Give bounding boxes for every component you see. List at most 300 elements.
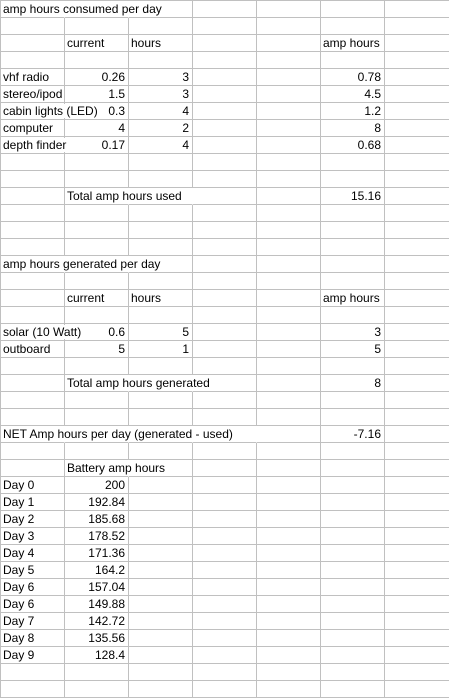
cell-r27-c1[interactable] <box>1 443 65 460</box>
cell-r25-c6[interactable] <box>321 409 385 426</box>
cell-r33-c7[interactable] <box>385 545 449 562</box>
cell-r37-c6[interactable] <box>321 613 385 630</box>
cell-r28-c4[interactable] <box>193 460 257 477</box>
cell-r12-c7[interactable] <box>385 188 449 205</box>
cell-r9-c5[interactable] <box>257 137 321 154</box>
cell-r6-c2[interactable] <box>65 86 129 103</box>
cell-r14-c1[interactable] <box>1 222 65 239</box>
cell-r32-c6[interactable] <box>321 528 385 545</box>
cell-r5-c5[interactable] <box>257 69 321 86</box>
cell-r23-c1[interactable] <box>1 375 65 392</box>
cell-r11-c5[interactable] <box>257 171 321 188</box>
cell-r37-c4[interactable] <box>193 613 257 630</box>
cell-r28-c5[interactable] <box>257 460 321 477</box>
cell-r40-c6[interactable] <box>321 664 385 681</box>
cell-r15-c5[interactable] <box>257 239 321 256</box>
cell-text: Day 5 <box>3 563 35 577</box>
cell-r4-c6[interactable] <box>321 52 385 69</box>
cell-r30-c4[interactable] <box>193 494 257 511</box>
cell-r15-c2[interactable] <box>65 239 129 256</box>
cell-r40-c5[interactable] <box>257 664 321 681</box>
cell-r12-c4[interactable] <box>193 188 257 205</box>
cell-r13-c1[interactable] <box>1 205 65 222</box>
cell-r37-c3[interactable] <box>129 613 193 630</box>
cell-r30-c2[interactable] <box>65 494 129 511</box>
cell-r8-c6[interactable] <box>321 120 385 137</box>
cell-r1-c5[interactable] <box>257 1 321 18</box>
cell-r6-c3[interactable] <box>129 86 193 103</box>
cell-r4-c4[interactable] <box>193 52 257 69</box>
cell-r40-c3[interactable] <box>129 664 193 681</box>
cell-r23-c5[interactable] <box>257 375 321 392</box>
cell-r21-c4[interactable] <box>193 341 257 358</box>
cell-r2-c1[interactable] <box>1 18 65 35</box>
cell-r20-c3[interactable] <box>129 324 193 341</box>
cell-r34-c4[interactable] <box>193 562 257 579</box>
cell-r2-c7[interactable] <box>385 18 449 35</box>
cell-r41-c1[interactable] <box>1 681 65 698</box>
cell-r10-c7[interactable] <box>385 154 449 171</box>
cell-r19-c1[interactable] <box>1 307 65 324</box>
cell-r21-c6[interactable] <box>321 341 385 358</box>
cell-r18-c2[interactable] <box>65 290 129 307</box>
cell-r29-c1[interactable] <box>1 477 65 494</box>
cell-r35-c6[interactable] <box>321 579 385 596</box>
cell-r25-c3[interactable] <box>129 409 193 426</box>
cell-value: 171.36 <box>88 546 125 560</box>
cell-r24-c7[interactable] <box>385 392 449 409</box>
cell-r7-c1[interactable] <box>1 103 98 120</box>
cell-value: 192.84 <box>88 495 125 509</box>
cell-r38-c6[interactable] <box>321 630 385 647</box>
cell-r39-c2[interactable] <box>65 647 129 664</box>
cell-r35-c7[interactable] <box>385 579 449 596</box>
cell-r17-c1[interactable] <box>1 273 65 290</box>
cell-r41-c3[interactable] <box>129 681 193 698</box>
cell-value: 0.26 <box>101 70 125 84</box>
cell-r10-c4[interactable] <box>193 154 257 171</box>
cell-r11-c1[interactable] <box>1 171 65 188</box>
cell-r13-c6[interactable] <box>321 205 385 222</box>
cell-r38-c2[interactable] <box>65 630 129 647</box>
cell-r13-c5[interactable] <box>257 205 321 222</box>
cell-r19-c3[interactable] <box>129 307 193 324</box>
cell-r17-c4[interactable] <box>193 273 257 290</box>
cell-r14-c7[interactable] <box>385 222 449 239</box>
cell-r15-c6[interactable] <box>321 239 385 256</box>
cell-r8-c4[interactable] <box>193 120 257 137</box>
cell-r35-c1[interactable] <box>1 579 65 596</box>
cell-r34-c6[interactable] <box>321 562 385 579</box>
cell-r4-c3[interactable] <box>129 52 193 69</box>
cell-r33-c2[interactable] <box>65 545 129 562</box>
cell-r16-c6[interactable] <box>321 256 385 273</box>
cell-value: 5 <box>118 342 125 356</box>
cell-r14-c3[interactable] <box>129 222 193 239</box>
cell-r4-c1[interactable] <box>1 52 65 69</box>
cell-r28-c1[interactable] <box>1 460 65 477</box>
cell-r20-c1[interactable] <box>1 324 82 341</box>
cell-r38-c3[interactable] <box>129 630 193 647</box>
cell-r32-c5[interactable] <box>257 528 321 545</box>
cell-r39-c1[interactable] <box>1 647 65 664</box>
cell-r6-c1[interactable] <box>1 86 65 103</box>
cell-r9-c1[interactable] <box>1 137 65 154</box>
cell-r23-c6[interactable] <box>321 375 385 392</box>
cell-r22-c4[interactable] <box>193 358 257 375</box>
cell-r1-c1[interactable] <box>1 1 162 18</box>
cell-r14-c6[interactable] <box>321 222 385 239</box>
cell-r12-c1[interactable] <box>1 188 65 205</box>
cell-r30-c3[interactable] <box>129 494 193 511</box>
cell-r1-c4[interactable] <box>193 1 257 18</box>
cell-value: 8 <box>374 376 381 390</box>
cell-r16-c7[interactable] <box>385 256 449 273</box>
cell-r7-c6[interactable] <box>321 103 385 120</box>
cell-text: Day 9 <box>3 648 35 662</box>
cell-r29-c3[interactable] <box>129 477 193 494</box>
cell-r27-c7[interactable] <box>385 443 449 460</box>
cell-r32-c7[interactable] <box>385 528 449 545</box>
cell-r29-c7[interactable] <box>385 477 449 494</box>
cell-r12-c6[interactable] <box>321 188 385 205</box>
cell-value: 185.68 <box>88 512 125 526</box>
cell-r24-c4[interactable] <box>193 392 257 409</box>
cell-r24-c6[interactable] <box>321 392 385 409</box>
cell-r37-c2[interactable] <box>65 613 129 630</box>
cell-r15-c7[interactable] <box>385 239 449 256</box>
cell-r6-c5[interactable] <box>257 86 321 103</box>
cell-r40-c2[interactable] <box>65 664 129 681</box>
cell-r18-c5[interactable] <box>257 290 321 307</box>
cell-r25-c4[interactable] <box>193 409 257 426</box>
cell-r14-c2[interactable] <box>65 222 129 239</box>
cell-r41-c5[interactable] <box>257 681 321 698</box>
cell-r39-c4[interactable] <box>193 647 257 664</box>
cell-r41-c4[interactable] <box>193 681 257 698</box>
cell-r1-c7[interactable] <box>385 1 449 18</box>
cell-r5-c4[interactable] <box>193 69 257 86</box>
cell-r25-c1[interactable] <box>1 409 65 426</box>
cell-r37-c1[interactable] <box>1 613 65 630</box>
cell-text: NET Amp hours per day (generated - used) <box>3 427 233 441</box>
cell-r11-c6[interactable] <box>321 171 385 188</box>
cell-r36-c6[interactable] <box>321 596 385 613</box>
cell-r28-c7[interactable] <box>385 460 449 477</box>
cell-r17-c6[interactable] <box>321 273 385 290</box>
cell-r17-c2[interactable] <box>65 273 129 290</box>
cell-r17-c7[interactable] <box>385 273 449 290</box>
cell-text: stereo/ipod <box>3 87 63 101</box>
cell-r15-c1[interactable] <box>1 239 65 256</box>
cell-r41-c7[interactable] <box>385 681 449 698</box>
cell-r39-c6[interactable] <box>321 647 385 664</box>
cell-value: 0.3 <box>108 104 125 118</box>
cell-value: 0.68 <box>357 138 381 152</box>
cell-r40-c1[interactable] <box>1 664 65 681</box>
cell-value: 128.4 <box>94 648 125 662</box>
cell-r23-c2[interactable] <box>65 375 210 392</box>
cell-r3-c1[interactable] <box>1 35 65 52</box>
cell-r29-c5[interactable] <box>257 477 321 494</box>
cell-r6-c6[interactable] <box>321 86 385 103</box>
cell-r16-c1[interactable] <box>1 256 161 273</box>
cell-value: 4.5 <box>364 87 381 101</box>
cell-r5-c6[interactable] <box>321 69 385 86</box>
cell-r13-c2[interactable] <box>65 205 129 222</box>
cell-r23-c7[interactable] <box>385 375 449 392</box>
cell-r10-c6[interactable] <box>321 154 385 171</box>
cell-r26-c7[interactable] <box>385 426 449 443</box>
cell-r33-c4[interactable] <box>193 545 257 562</box>
cell-r34-c3[interactable] <box>129 562 193 579</box>
cell-r35-c4[interactable] <box>193 579 257 596</box>
cell-r30-c5[interactable] <box>257 494 321 511</box>
cell-r7-c4[interactable] <box>193 103 257 120</box>
cell-r39-c7[interactable] <box>385 647 449 664</box>
cell-r22-c3[interactable] <box>129 358 193 375</box>
cell-r9-c6[interactable] <box>321 137 385 154</box>
cell-r4-c2[interactable] <box>65 52 129 69</box>
cell-r11-c7[interactable] <box>385 171 449 188</box>
cell-value: 4 <box>118 121 125 135</box>
cell-r5-c3[interactable] <box>129 69 193 86</box>
cell-r3-c5[interactable] <box>257 35 321 52</box>
cell-r38-c4[interactable] <box>193 630 257 647</box>
cell-r7-c3[interactable] <box>129 103 193 120</box>
cell-r35-c2[interactable] <box>65 579 129 596</box>
cell-r12-c5[interactable] <box>257 188 321 205</box>
cell-r2-c2[interactable] <box>65 18 129 35</box>
cell-r9-c2[interactable] <box>65 137 129 154</box>
cell-value: 149.88 <box>88 597 125 611</box>
cell-r21-c3[interactable] <box>129 341 193 358</box>
cell-r18-c1[interactable] <box>1 290 65 307</box>
cell-r20-c4[interactable] <box>193 324 257 341</box>
cell-r20-c5[interactable] <box>257 324 321 341</box>
cell-r2-c4[interactable] <box>193 18 257 35</box>
cell-r29-c4[interactable] <box>193 477 257 494</box>
cell-r16-c5[interactable] <box>257 256 321 273</box>
cell-r27-c2[interactable] <box>65 443 129 460</box>
cell-r27-c4[interactable] <box>193 443 257 460</box>
cell-r14-c5[interactable] <box>257 222 321 239</box>
cell-r8-c5[interactable] <box>257 120 321 137</box>
cell-r40-c7[interactable] <box>385 664 449 681</box>
cell-r33-c3[interactable] <box>129 545 193 562</box>
cell-r27-c3[interactable] <box>129 443 193 460</box>
cell-r33-c5[interactable] <box>257 545 321 562</box>
cell-r10-c5[interactable] <box>257 154 321 171</box>
cell-r25-c5[interactable] <box>257 409 321 426</box>
cell-r19-c4[interactable] <box>193 307 257 324</box>
cell-r19-c5[interactable] <box>257 307 321 324</box>
cell-r26-c6[interactable] <box>321 426 385 443</box>
cell-r41-c2[interactable] <box>65 681 129 698</box>
cell-r22-c7[interactable] <box>385 358 449 375</box>
cell-r7-c5[interactable] <box>257 103 321 120</box>
cell-r8-c1[interactable] <box>1 120 65 137</box>
cell-r31-c1[interactable] <box>1 511 65 528</box>
cell-r40-c4[interactable] <box>193 664 257 681</box>
cell-r10-c3[interactable] <box>129 154 193 171</box>
cell-r34-c5[interactable] <box>257 562 321 579</box>
cell-r19-c7[interactable] <box>385 307 449 324</box>
cell-r3-c7[interactable] <box>385 35 449 52</box>
cell-r18-c6[interactable] <box>321 290 385 307</box>
cell-r13-c3[interactable] <box>129 205 193 222</box>
cell-r2-c6[interactable] <box>321 18 385 35</box>
cell-r6-c4[interactable] <box>193 86 257 103</box>
cell-r3-c2[interactable] <box>65 35 129 52</box>
cell-value: -7.16 <box>353 427 381 441</box>
cell-text: vhf radio <box>3 70 50 84</box>
cell-r26-c5[interactable] <box>257 426 321 443</box>
cell-r19-c2[interactable] <box>65 307 129 324</box>
cell-r11-c2[interactable] <box>65 171 129 188</box>
cell-r36-c1[interactable] <box>1 596 65 613</box>
cell-r28-c2[interactable] <box>65 460 166 477</box>
cell-r29-c6[interactable] <box>321 477 385 494</box>
cell-r11-c4[interactable] <box>193 171 257 188</box>
cell-r8-c2[interactable] <box>65 120 129 137</box>
cell-r35-c5[interactable] <box>257 579 321 596</box>
cell-r26-c1[interactable] <box>1 426 233 443</box>
cell-value: 3 <box>182 70 189 84</box>
cell-r8-c3[interactable] <box>129 120 193 137</box>
cell-r36-c4[interactable] <box>193 596 257 613</box>
cell-text: Day 8 <box>3 631 35 645</box>
cell-r18-c7[interactable] <box>385 290 449 307</box>
cell-value: 3 <box>374 325 381 339</box>
cell-r32-c3[interactable] <box>129 528 193 545</box>
cell-r17-c5[interactable] <box>257 273 321 290</box>
cell-r5-c1[interactable] <box>1 69 65 86</box>
cell-r7-c7[interactable] <box>385 103 449 120</box>
cell-r25-c2[interactable] <box>65 409 129 426</box>
cell-r38-c7[interactable] <box>385 630 449 647</box>
cell-r38-c1[interactable] <box>1 630 65 647</box>
cell-r14-c4[interactable] <box>193 222 257 239</box>
cell-r30-c1[interactable] <box>1 494 65 511</box>
cell-r22-c2[interactable] <box>65 358 129 375</box>
cell-r36-c7[interactable] <box>385 596 449 613</box>
cell-r22-c6[interactable] <box>321 358 385 375</box>
cell-r36-c3[interactable] <box>129 596 193 613</box>
cell-r27-c6[interactable] <box>321 443 385 460</box>
cell-r18-c3[interactable] <box>129 290 193 307</box>
cell-r21-c2[interactable] <box>65 341 129 358</box>
cell-r32-c4[interactable] <box>193 528 257 545</box>
cell-r31-c5[interactable] <box>257 511 321 528</box>
cell-r33-c6[interactable] <box>321 545 385 562</box>
cell-r13-c4[interactable] <box>193 205 257 222</box>
cell-r12-c2[interactable] <box>65 188 182 205</box>
cell-r30-c6[interactable] <box>321 494 385 511</box>
cell-r1-c6[interactable] <box>321 1 385 18</box>
cell-r2-c5[interactable] <box>257 18 321 35</box>
cell-r20-c6[interactable] <box>321 324 385 341</box>
cell-r22-c1[interactable] <box>1 358 65 375</box>
cell-r11-c3[interactable] <box>129 171 193 188</box>
cell-r10-c2[interactable] <box>65 154 129 171</box>
cell-value: 15.16 <box>350 189 381 203</box>
cell-r31-c6[interactable] <box>321 511 385 528</box>
cell-r6-c7[interactable] <box>385 86 449 103</box>
cell-r27-c5[interactable] <box>257 443 321 460</box>
cell-r4-c7[interactable] <box>385 52 449 69</box>
cell-r24-c2[interactable] <box>65 392 129 409</box>
cell-r36-c2[interactable] <box>65 596 129 613</box>
cell-r31-c3[interactable] <box>129 511 193 528</box>
cell-r35-c3[interactable] <box>129 579 193 596</box>
cell-r39-c5[interactable] <box>257 647 321 664</box>
cell-r3-c4[interactable] <box>193 35 257 52</box>
cell-r31-c2[interactable] <box>65 511 129 528</box>
cell-r31-c4[interactable] <box>193 511 257 528</box>
cell-value: 1 <box>182 342 189 356</box>
cell-r20-c7[interactable] <box>385 324 449 341</box>
cell-r2-c3[interactable] <box>129 18 193 35</box>
cell-r5-c7[interactable] <box>385 69 449 86</box>
cell-r15-c4[interactable] <box>193 239 257 256</box>
cell-r5-c2[interactable] <box>65 69 129 86</box>
cell-r29-c2[interactable] <box>65 477 129 494</box>
cell-r22-c5[interactable] <box>257 358 321 375</box>
cell-r39-c3[interactable] <box>129 647 193 664</box>
cell-value: 1.5 <box>108 87 125 101</box>
cell-r16-c4[interactable] <box>193 256 257 273</box>
cell-r24-c1[interactable] <box>1 392 65 409</box>
cell-r34-c1[interactable] <box>1 562 65 579</box>
cell-r41-c6[interactable] <box>321 681 385 698</box>
cell-r18-c4[interactable] <box>193 290 257 307</box>
cell-r9-c4[interactable] <box>193 137 257 154</box>
cell-r17-c3[interactable] <box>129 273 193 290</box>
cell-r24-c3[interactable] <box>129 392 193 409</box>
cell-r37-c7[interactable] <box>385 613 449 630</box>
cell-r36-c5[interactable] <box>257 596 321 613</box>
cell-r19-c6[interactable] <box>321 307 385 324</box>
cell-r9-c3[interactable] <box>129 137 193 154</box>
cell-r32-c1[interactable] <box>1 528 65 545</box>
cell-r3-c6[interactable] <box>321 35 385 52</box>
cell-text: Day 6 <box>3 597 35 611</box>
cell-r31-c7[interactable] <box>385 511 449 528</box>
cell-r28-c6[interactable] <box>321 460 385 477</box>
cell-r25-c7[interactable] <box>385 409 449 426</box>
cell-r9-c7[interactable] <box>385 137 449 154</box>
cell-r32-c2[interactable] <box>65 528 129 545</box>
cell-r34-c7[interactable] <box>385 562 449 579</box>
cell-r13-c7[interactable] <box>385 205 449 222</box>
cell-r24-c5[interactable] <box>257 392 321 409</box>
cell-r21-c7[interactable] <box>385 341 449 358</box>
cell-r8-c7[interactable] <box>385 120 449 137</box>
cell-r15-c3[interactable] <box>129 239 193 256</box>
cell-r3-c3[interactable] <box>129 35 193 52</box>
cell-r4-c5[interactable] <box>257 52 321 69</box>
cell-r34-c2[interactable] <box>65 562 129 579</box>
cell-text: hours <box>131 291 162 305</box>
cell-r21-c5[interactable] <box>257 341 321 358</box>
cell-r21-c1[interactable] <box>1 341 65 358</box>
cell-r30-c7[interactable] <box>385 494 449 511</box>
cell-r38-c5[interactable] <box>257 630 321 647</box>
cell-r33-c1[interactable] <box>1 545 65 562</box>
cell-r37-c5[interactable] <box>257 613 321 630</box>
cell-r10-c1[interactable] <box>1 154 65 171</box>
